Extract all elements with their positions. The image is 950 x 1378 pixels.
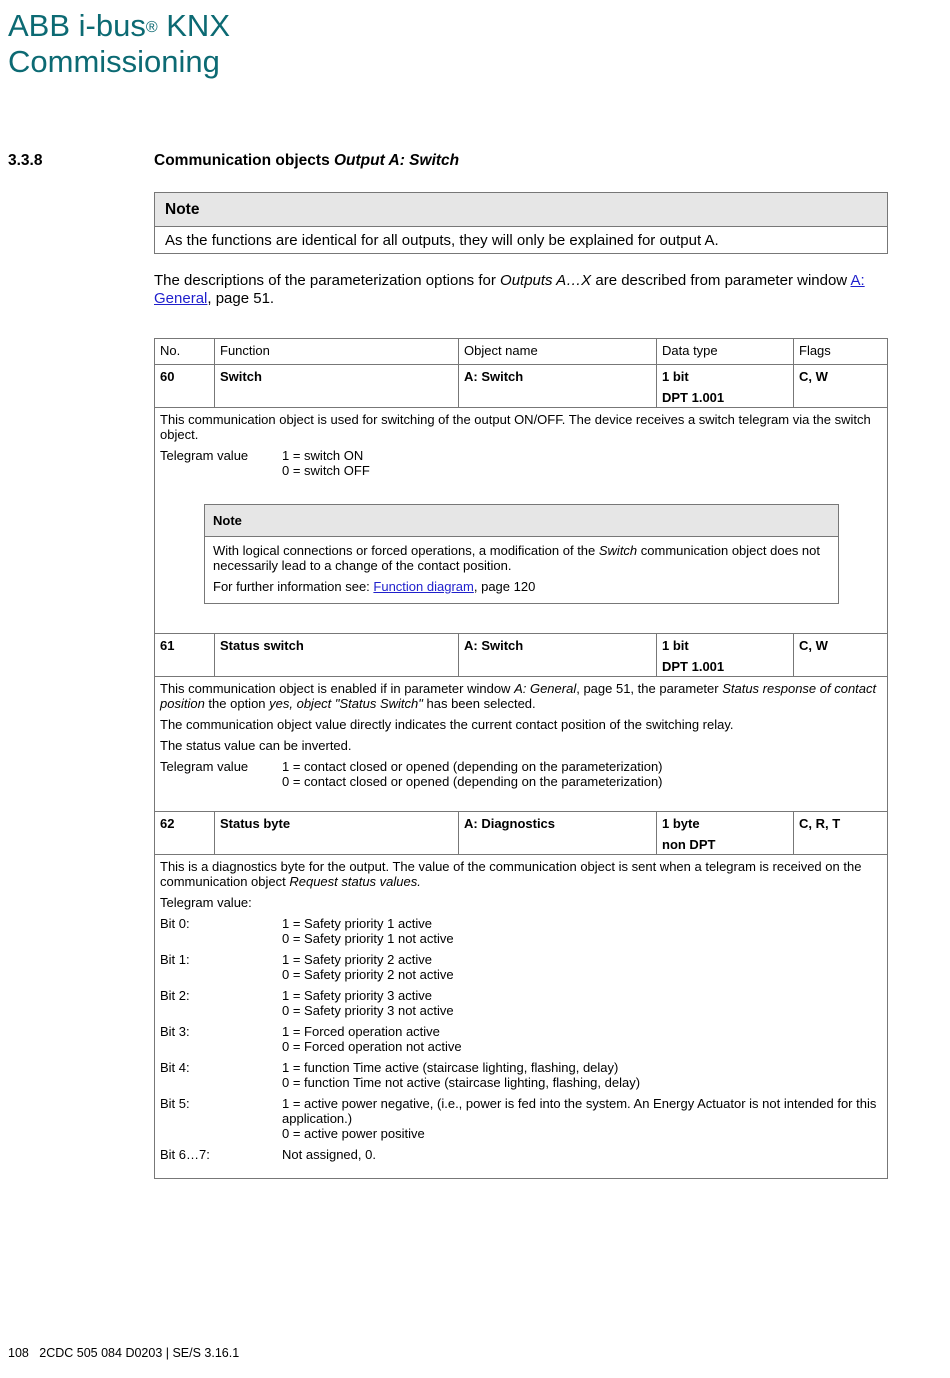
- note-text: As the functions are identical for all outputs, they will only be explained for output A.: [165, 232, 719, 249]
- bit-row: Bit 2: 1 = Safety priority 3 active 0 = Safety priority 3 not active: [160, 988, 454, 1018]
- table-row: 60 Switch A: Switch 1 bit DPT 1.001 C, W: [155, 365, 887, 408]
- table-description-row: This communication object is enabled if in parameter window A: General, page 51, the parameter Status response of contact position the option yes, object "Status Switch" has been selected. The communication object value directly indicates the current contact position of the switching relay. The status value can be inverted. Telegram value 1 = contact closed or opened (depending on the parameterization) 0 = contact closed or opened (depending on the parameterization): [155, 677, 887, 812]
- table-header-row: [155, 339, 887, 365]
- table-description-row: This communication object is used for switching of the output ON/OFF. The device receives a switch telegram via the switch object. Telegram value 1 = switch ON 0 = switch OFF Note With logical connections or forced operations, a modification of the Switch communication object does not necessarily lead to a change of the contact position. For further information see: Function diagram, page 120: [155, 408, 887, 634]
- document-header: [8, 8, 230, 80]
- header-line-2: Commissioning: [8, 44, 220, 79]
- table-row: 62 Status byte A: Diagnostics 1 byte non DPT C, R, T: [155, 812, 887, 855]
- header-flags: Flags: [799, 343, 831, 358]
- bit-row: Bit 0: 1 = Safety priority 1 active 0 = Safety priority 1 not active: [160, 916, 454, 946]
- header-object-name: Object name: [459, 339, 657, 364]
- bit-row: Bit 1: 1 = Safety priority 2 active 0 = Safety priority 2 not active: [160, 952, 454, 982]
- bit-row: Bit 6…7: Not assigned, 0.: [160, 1147, 376, 1162]
- communication-objects-table: [154, 338, 888, 1179]
- bit-row: Bit 5: 1 = active power negative, (i.e., power is fed into the system. An Energy Actuator is not intended for this application.) 0 = active power positive: [160, 1096, 877, 1141]
- table-description-row: This is a diagnostics byte for the output. The value of the communication object is sent when a telegram is received on the communication object Request status values. Telegram value: Bit 0: 1 = Safety priority 1 active 0 = Safety priority 1 not active Bit 1: 1 = Safety priority 2 active 0 = Safety priority 2 not active Bit 2: 1 = Safety priority 3 active 0 = Safety priority 3 not active Bit 3: 1 = Forced operation active 0 = Forced operation not active Bit 4: 1 = function Time active (staircase lighting, flashing, delay) 0 = function Time not active (staircase lighting, flashing, delay) Bit 5: 1 = active power negative, (i.e., power is fed into the system. An Energy Actuator is not intended for this application.) 0 = active power positive Bit 6…7: Not assigned, 0.: [155, 855, 887, 1178]
- note-box-inner: Note With logical connections or forced operations, a modification of the Switch communication object does not necessarily lead to a change of the contact position. For further information see: Function diagram, page 120: [204, 504, 839, 604]
- bit-row: Bit 3: 1 = Forced operation active 0 = Forced operation not active: [160, 1024, 462, 1054]
- section-number: 3.3.8: [8, 152, 43, 169]
- note-box-top: [154, 192, 888, 254]
- page-footer: 108 2CDC 505 084 D0203 | SE/S 3.16.1: [8, 1346, 240, 1360]
- note-heading: Note: [155, 193, 887, 227]
- header-no: No.: [155, 339, 215, 364]
- intro-paragraph: The descriptions of the parameterization options for Outputs A…X are described from parameter window A: General, page 51.: [154, 272, 865, 307]
- link-function-diagram[interactable]: Function diagram: [373, 579, 474, 594]
- header-function: Function: [215, 339, 459, 364]
- bit-row: Bit 4: 1 = function Time active (staircase lighting, flashing, delay) 0 = function Time not active (staircase lighting, flashing, delay): [160, 1060, 641, 1090]
- link-a-general[interactable]: A: General: [154, 272, 865, 307]
- section-title: Communication objects Output A: Switch: [154, 152, 460, 169]
- header-data-type: Data type: [657, 339, 794, 364]
- header-line-1: ABB i-bus® KNX: [8, 8, 230, 43]
- note-heading: Note: [205, 505, 838, 537]
- table-row: 61 Status switch A: Switch 1 bit DPT 1.001 C, W: [155, 634, 887, 677]
